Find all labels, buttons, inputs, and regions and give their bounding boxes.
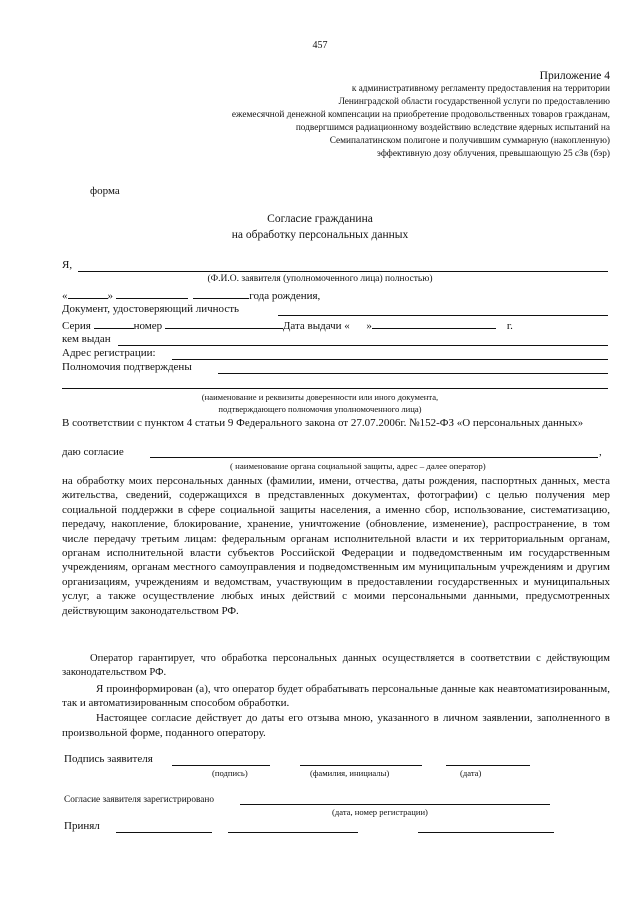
appendix-line: подвергшимся радиационному воздействию вследствие ядерных испытаний на: [295, 123, 610, 133]
registered-label: Согласие заявителя зарегистрировано: [64, 795, 214, 805]
form-label: форма: [90, 185, 120, 197]
document-label: Документ, удостоверяющий личность: [62, 303, 240, 315]
validity-text: Настоящее согласие действует до даты его отзыва мною, указанного в личном заявлении, заполненного в произвольной форме, поданного оператору.: [62, 712, 610, 739]
fio-field[interactable]: [78, 271, 608, 272]
operator-caption: ( наименование органа социальной защиты, адрес – далее оператор): [230, 461, 486, 471]
fio-caption: (Ф.И.О. заявителя (уполномоченного лица) полностью): [207, 274, 433, 284]
series-row: [62, 318, 513, 332]
address-field[interactable]: [172, 359, 608, 360]
accepted-name-field[interactable]: [228, 832, 358, 833]
doc-subtitle: на обработку персональных данных: [231, 229, 409, 241]
registration-caption: (дата, номер регистрации): [332, 807, 428, 817]
consent-intro: В соответствии с пунктом 4 статьи 9 Федерального закона от 27.07.2006г. №152-ФЗ «О персональных данных»: [62, 417, 584, 429]
authority-caption: (наименование и реквизиты доверенности или иного документа,: [201, 392, 439, 402]
doc-title: Согласие гражданина: [267, 213, 373, 225]
appendix-line: эффективную дозу облучения, превышающую 25 сЗв (бэр): [376, 149, 610, 159]
issue-date-field[interactable]: [372, 318, 496, 329]
birth-year-label: года рождения,: [249, 290, 321, 302]
accepted-date-field[interactable]: [418, 832, 554, 833]
appendix-line: Ленинградской области государственной услуги по предоставлению: [338, 97, 610, 107]
authority-field[interactable]: [218, 373, 608, 374]
give-consent-label: даю согласие: [62, 446, 124, 458]
document-field[interactable]: [278, 315, 608, 316]
registration-field[interactable]: [240, 804, 550, 805]
authority-label: Полномочия подтверждены: [62, 361, 192, 373]
comma: ,: [599, 446, 602, 458]
appendix-line: к административному регламенту предоставления на территории: [351, 84, 610, 94]
issue-date-label: Дата выдачи «: [282, 320, 350, 332]
signature-field[interactable]: [172, 765, 270, 766]
signature-caption: (подпись): [212, 768, 248, 778]
informed-text: Я проинформирован (а), что оператор будет обрабатывать персональные данные как неавтоматизированным, так и автоматизированным способом обработки.: [62, 683, 610, 710]
issued-by-field[interactable]: [118, 345, 608, 346]
birth-row: [62, 288, 320, 302]
ya-label: Я,: [62, 259, 73, 271]
series-label: Серия: [62, 320, 91, 332]
appendix-line: ежемесячной денежной компенсации на приобретение продовольственных товаров гражданам,: [231, 110, 610, 120]
date-field[interactable]: [446, 765, 530, 766]
date-caption: (дата): [460, 768, 482, 778]
authority-caption: подтверждающего полномочия уполномоченного лица): [218, 404, 422, 414]
name-caption: (фамилия, инициалы): [310, 768, 390, 778]
birth-month-field[interactable]: [116, 288, 188, 299]
issued-by-label: кем выдан: [62, 333, 111, 345]
quote-close: »: [107, 290, 113, 302]
authority-field-2[interactable]: [62, 388, 608, 389]
birth-day-field[interactable]: [68, 288, 108, 299]
signature-label: Подпись заявителя: [64, 753, 153, 765]
number-field[interactable]: [165, 318, 283, 329]
quote-open: «: [62, 290, 68, 302]
birth-year-field[interactable]: [193, 288, 249, 299]
accepted-label: Принял: [64, 820, 100, 832]
appendix-title: Приложение 4: [539, 70, 610, 82]
number-label: номер: [133, 320, 163, 332]
year-mark: г.: [506, 320, 513, 332]
name-field[interactable]: [300, 765, 422, 766]
operator-field[interactable]: [150, 457, 598, 458]
appendix-line: Семипалатинском полигоне и получившим суммарную (накопленную): [329, 136, 610, 146]
accepted-signature-field[interactable]: [116, 832, 212, 833]
address-label: Адрес регистрации:: [62, 347, 156, 359]
issue-close: »: [366, 320, 372, 332]
page-number: 457: [312, 40, 328, 51]
series-field[interactable]: [94, 318, 134, 329]
consent-body: на обработку моих персональных данных (фамилии, имени, отчества, даты рождения, паспортных данных, места жительства, сведений, содержащихся в представленных документах, фотографии) с целью получения мер социальной поддержки в сфере социальной защиты населения, а именно сбор, использование, систематизацию, передачу, накопление, блокирование, хранение, уничтожение (обновление, изменение), распространение, в том числе передачу третьим лицам: федеральным органам исполнительной власти и их территориальным органам, органам исполнительной власти субъектов Российской Федерации и подведомственным им государственным учреждениям, органам местного самоуправления и подведомственным им муниципальным учреждениям и другим организациям, учреждениям и ведомствам, участвующим в предоставлении государственных и муниципальных услуг, а также осуществление любых иных действий с моими персональными данными, предусмотренных действующим законодательством РФ.: [62, 475, 610, 617]
guarantee-text: Оператор гарантирует, что обработка персональных данных осуществляется в соответствии с действующим законодательством РФ.: [62, 653, 610, 679]
